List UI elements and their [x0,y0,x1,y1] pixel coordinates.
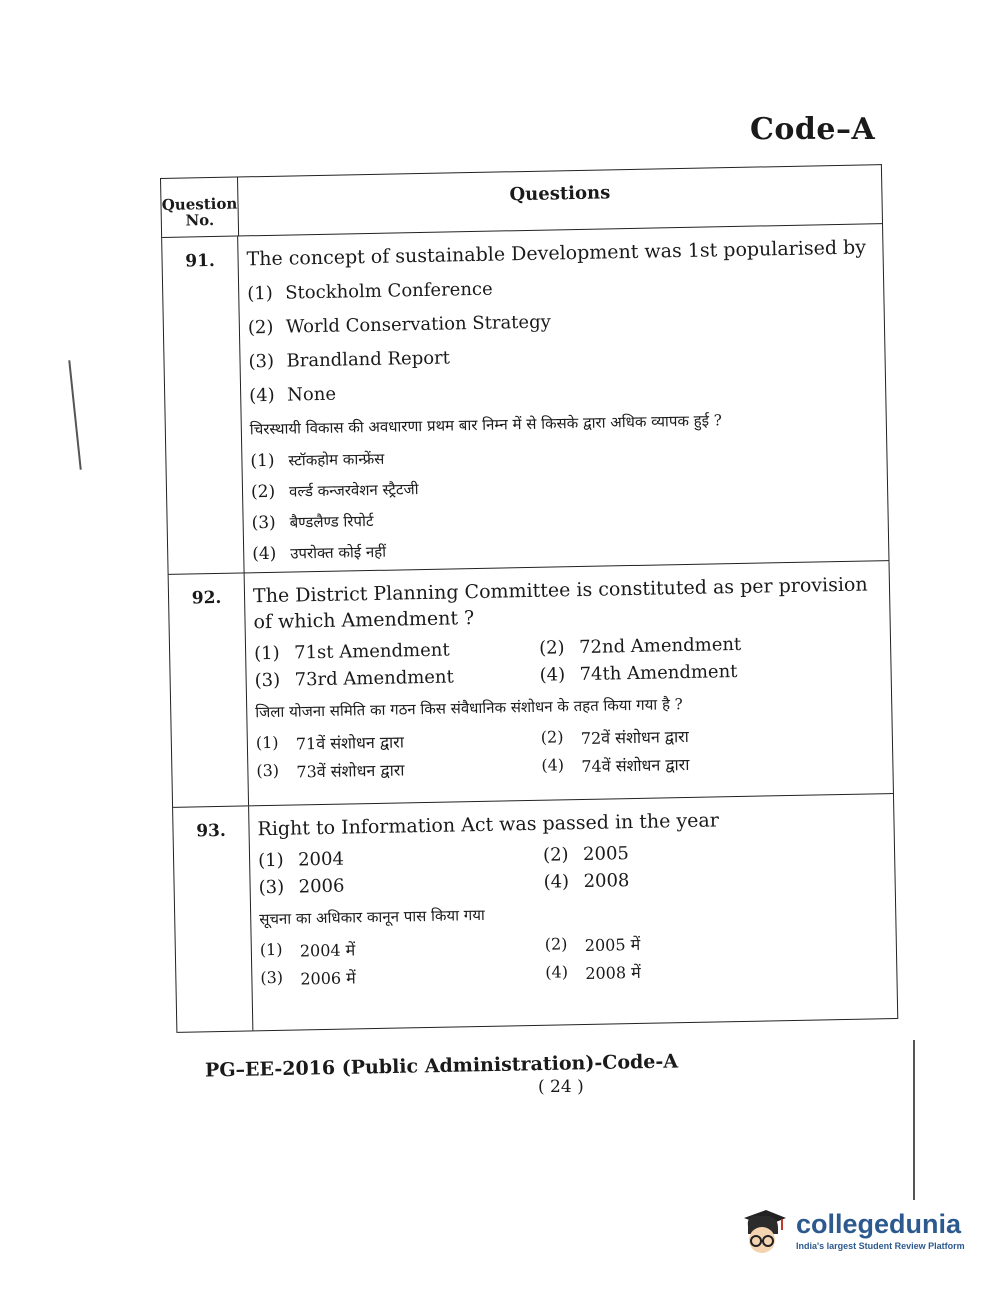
option-hindi: (1) 2004 में [259,939,356,961]
option-hindi: (2) 2005 में [544,934,641,955]
option: (3) 2006 [258,875,345,899]
question-number: 92. [169,573,249,806]
column-header-question-no: Question No. [161,178,239,237]
question-text-hindi: चिरस्थायी विकास की अवधारणा प्रथम बार निम्न में से किसके द्वारा अधिक व्यापक हुई ? [249,411,722,439]
option: (4) 74th Amendment [539,661,738,686]
question-text-hindi: जिला योजना समिति का गठन किस संवैधानिक संशोधन के तहत किया गया है ? [255,695,683,722]
question-body [245,561,893,805]
options-grid [258,838,885,898]
question-body [238,224,888,572]
question-text-english: Right to Information Act was passed in the year [257,809,720,841]
options-grid-hindi [260,928,887,990]
page-number: ( 24 ) [538,1077,584,1097]
option: (4) 2008 [543,870,630,893]
question-text-hindi: सूचना का अधिकार कानून पास किया गया [259,905,486,929]
student-mascot-icon [738,1204,790,1256]
option-hindi: (4) 2008 में [545,962,641,983]
code-label: Code–A [750,112,876,147]
options-grid-hindi [256,721,883,783]
logo-wordmark: collegedunia [796,1209,962,1239]
question-text-english: The District Planning Committee is constituted as per provision of which Amendment ? [252,573,868,634]
option: (3) Brandland Report [248,347,451,373]
option-hindi: (3) बैण्डलैण्ड रिपोर्ट [251,511,374,534]
option-hindi: (1) 71वें संशोधन द्वारा [255,732,405,754]
option: (3) 73rd Amendment [254,666,454,692]
option: (1) Stockholm Conference [247,278,493,305]
option: (4) None [248,383,337,407]
column-header-questions: Questions [509,182,611,206]
question-sheet [160,164,899,1058]
questions-table [160,164,898,1033]
question-row [169,561,893,808]
scan-mark [68,360,81,470]
option-hindi: (2) वर्ल्ड कन्जरवेशन स्ट्रैटजी [250,480,419,503]
option: (1) 2004 [257,848,345,872]
option-hindi: (2) 72वें संशोधन द्वारा [540,726,690,749]
option-hindi: (4) 74वें संशोधन द्वारा [541,754,690,777]
question-row [162,224,888,575]
logo-tagline: India's largest Student Review Platform [796,1241,965,1251]
question-text-english: The concept of sustainable Development was 1st popularised by [246,236,867,271]
question-body [249,794,897,1030]
option-hindi: (3) 2006 में [260,967,356,989]
question-number: 91. [162,237,244,574]
option: (2) 2005 [542,843,630,866]
footer-title: PG–EE-2016 (Public Administration)-Code-A [204,1050,679,1082]
option-hindi: (1) स्टॉकहोम कान्फ्रेंस [250,449,385,472]
scan-mark [913,1040,915,1200]
option: (2) 72nd Amendment [538,633,742,659]
option: (2) World Conservation Strategy [247,311,551,339]
collegedunia-logo [738,1200,968,1260]
question-number: 93. [173,806,253,1031]
option-hindi: (3) 73वें संशोधन द्वारा [256,760,405,782]
options-grid [254,631,881,691]
option: (1) 71st Amendment [253,639,450,665]
option-hindi: (4) उपरोक्त कोई नहीं [252,542,387,565]
question-row [173,794,897,1033]
